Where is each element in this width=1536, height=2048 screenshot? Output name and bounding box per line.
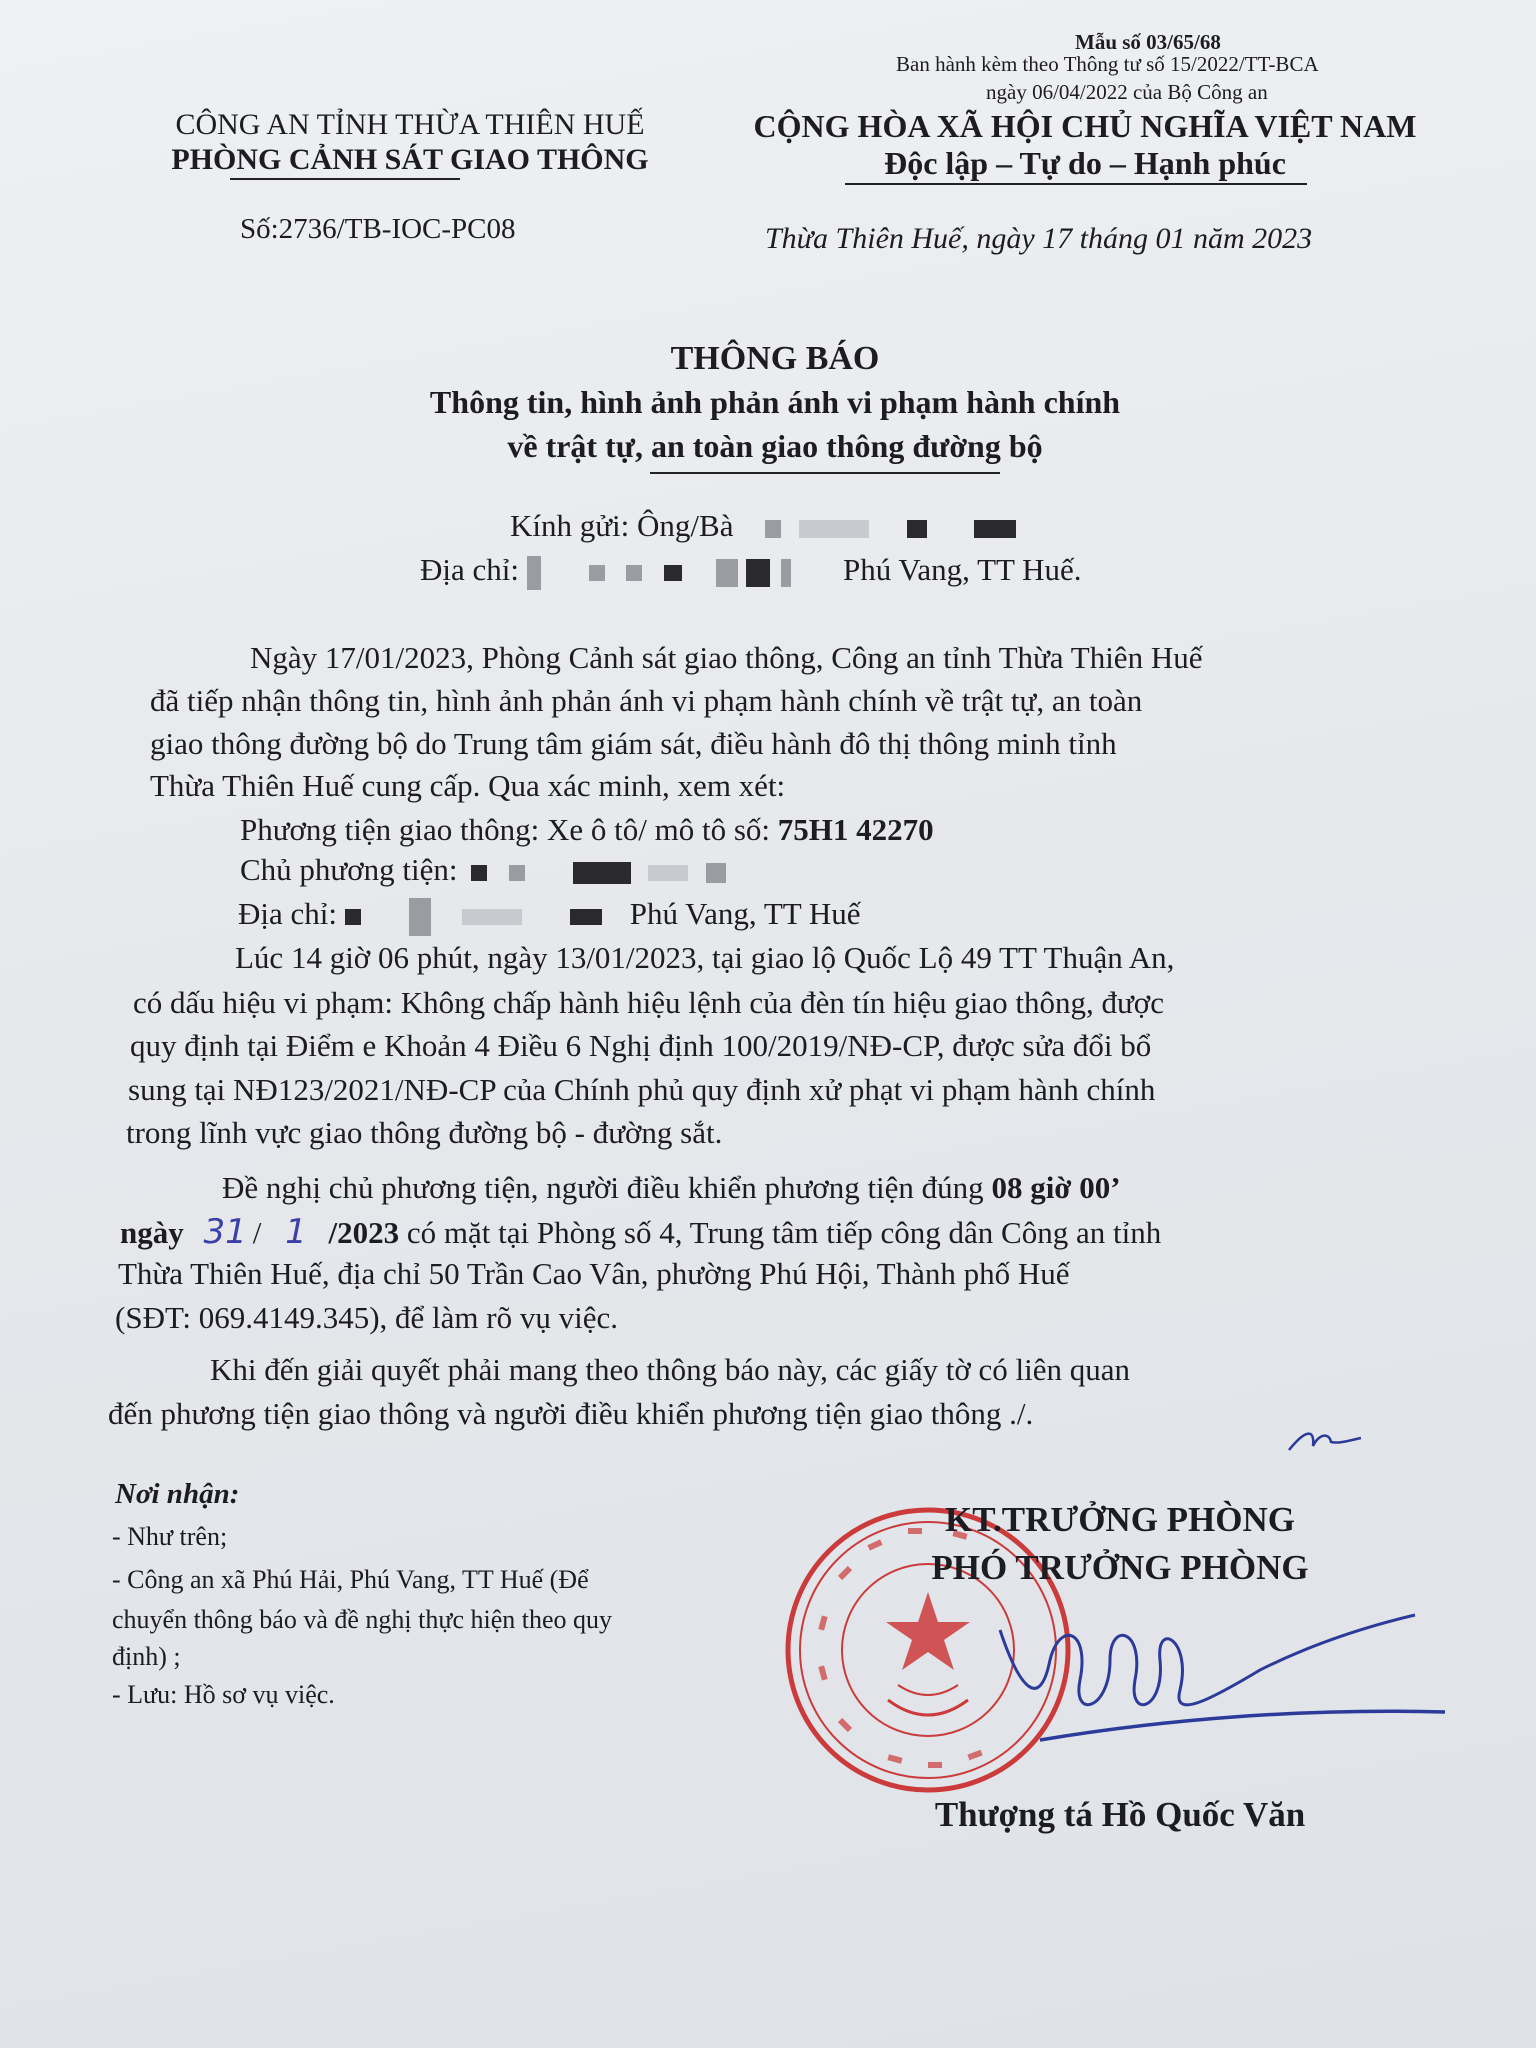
redacted-owner-address xyxy=(570,909,602,925)
handwritten-month: 1 xyxy=(285,1212,307,1252)
redacted-owner xyxy=(573,862,631,884)
document-title: THÔNG BÁO xyxy=(670,340,880,377)
redacted-owner-address xyxy=(462,909,522,925)
addressee-address xyxy=(420,552,1082,590)
appointment-time: 08 giờ 00’ xyxy=(991,1170,1121,1205)
redacted-name xyxy=(799,520,869,538)
greeting-label: Kính gửi: Ông/Bà xyxy=(510,508,734,543)
recipient-item: chuyển thông báo và đề nghị thực hiện theo quy xyxy=(112,1605,613,1634)
redacted-address xyxy=(746,559,770,587)
form-number: Mẫu số 03/65/68 xyxy=(1075,30,1221,54)
document-date: Thừa Thiên Huế, ngày 17 tháng 01 năm 2023 xyxy=(765,222,1313,255)
agency-underline xyxy=(230,178,460,180)
body-line: đến phương tiện giao thông và người điều khiển phương tiện giao thông ./. xyxy=(108,1396,1034,1431)
redacted-address xyxy=(664,565,682,581)
document-number: Số:2736/TB-IOC-PC08 xyxy=(240,213,516,245)
redacted-owner xyxy=(648,865,688,881)
appointment-request: Đề nghị chủ phương tiện, người điều khiển phương tiện đúng xyxy=(222,1170,984,1205)
form-issued-line2: ngày 06/04/2022 của Bộ Công an xyxy=(986,80,1268,104)
body-line: ngày 31 / 1 /2023 có mặt tại Phòng số 4, Trung tâm tiếp công dân Công an tỉnh xyxy=(120,1212,1162,1252)
body-line: Khi đến giải quyết phải mang theo thông báo này, các giấy tờ có liên quan xyxy=(210,1352,1131,1387)
body-line: Thừa Thiên Huế, địa chỉ 50 Trần Cao Vân, phường Phú Hội, Thành phố Huế xyxy=(118,1256,1070,1291)
owner-address-label: Địa chỉ: xyxy=(238,896,337,931)
appointment-day-label: ngày xyxy=(120,1215,184,1250)
body-line: đã tiếp nhận thông tin, hình ảnh phản ánh vi phạm hành chính về trật tự, an toàn xyxy=(150,683,1143,718)
body-line: Thừa Thiên Huế cung cấp. Qua xác minh, xem xét: xyxy=(150,768,786,803)
redacted-owner xyxy=(471,865,487,881)
body-line: Ngày 17/01/2023, Phòng Cảnh sát giao thông, Công an tỉnh Thừa Thiên Huế xyxy=(250,640,1203,675)
nation-line1: CỘNG HÒA XÃ HỘI CHỦ NGHĨA VIỆT NAM xyxy=(753,108,1417,144)
body-line: (SĐT: 069.4149.345), để làm rõ vụ việc. xyxy=(115,1300,618,1335)
address-label: Địa chỉ: xyxy=(420,552,519,587)
body-line: Lúc 14 giờ 06 phút, ngày 13/01/2023, tại giao lộ Quốc Lộ 49 TT Thuận An, xyxy=(235,940,1175,975)
recipient-item: - Lưu: Hồ sơ vụ việc. xyxy=(112,1680,335,1709)
recipient-item: - Công an xã Phú Hải, Phú Vang, TT Huế (Để xyxy=(112,1565,589,1594)
initials-mark xyxy=(1285,1420,1365,1460)
recipient-item: định) ; xyxy=(112,1642,181,1671)
nation-motto: Độc lập – Tự do – Hạnh phúc xyxy=(884,145,1286,181)
owner-line xyxy=(240,852,726,888)
body-line: trong lĩnh vực giao thông đường bộ - đường sắt. xyxy=(126,1115,723,1150)
license-plate: 75H1 42270 xyxy=(777,812,934,847)
redacted-name xyxy=(765,520,781,538)
nation-underline xyxy=(845,183,1307,185)
recipient-item: - Như trên; xyxy=(112,1522,228,1551)
redacted-owner-address xyxy=(345,909,361,925)
body-line: có dấu hiệu vi phạm: Không chấp hành hiệu lệnh của đèn tín hiệu giao thông, được xyxy=(133,985,1164,1020)
agency-line2: PHÒNG CẢNH SÁT GIAO THÔNG xyxy=(171,143,649,176)
body-line: giao thông đường bộ do Trung tâm giám sát, điều hành đô thị thông minh tỉnh xyxy=(150,726,1117,761)
signature-title-1: KT.TRƯỞNG PHÒNG xyxy=(945,1500,1295,1539)
signer-name: Thượng tá Hồ Quốc Văn xyxy=(934,1795,1306,1834)
body-line: sung tại NĐ123/2021/NĐ-CP của Chính phủ quy định xử phạt vi phạm hành chính xyxy=(128,1072,1156,1107)
redacted-owner xyxy=(706,863,726,883)
redacted-address xyxy=(781,559,791,587)
owner-address-suffix: Phú Vang, TT Huế xyxy=(629,896,861,931)
appointment-year: /2023 xyxy=(328,1215,400,1250)
body-line xyxy=(222,1170,1121,1206)
agency-line1: CÔNG AN TỈNH THỪA THIÊN HUẾ xyxy=(175,108,645,141)
redacted-address xyxy=(716,559,738,587)
addressee-greeting xyxy=(510,508,1016,544)
vehicle-line xyxy=(240,812,934,848)
handwritten-signature xyxy=(960,1600,1450,1760)
vehicle-label: Phương tiện giao thông: Xe ô tô/ mô tô số: xyxy=(240,812,771,847)
owner-address-line xyxy=(238,896,861,936)
form-issued-line1: Ban hành kèm theo Thông tư số 15/2022/TT-BCA xyxy=(896,52,1319,76)
redacted-owner xyxy=(509,865,525,881)
redacted-address xyxy=(626,565,642,581)
owner-label: Chủ phương tiện: xyxy=(240,852,458,887)
redacted-address xyxy=(527,556,541,590)
handwritten-day: 31 xyxy=(203,1212,247,1252)
appointment-place: có mặt tại Phòng số 4, Trung tâm tiếp công dân Công an tỉnh xyxy=(406,1215,1162,1250)
body-line: quy định tại Điểm e Khoản 4 Điều 6 Nghị định 100/2019/NĐ-CP, được sửa đổi bổ xyxy=(130,1028,1152,1063)
redacted-owner-address xyxy=(409,898,431,936)
title-underline xyxy=(650,472,1000,474)
redacted-name xyxy=(907,520,927,538)
document-subtitle-1: Thông tin, hình ảnh phản ánh vi phạm hành chính xyxy=(429,384,1121,420)
signature-title-2: PHÓ TRƯỞNG PHÒNG xyxy=(931,1548,1309,1587)
redacted-address xyxy=(589,565,605,581)
address-suffix: Phú Vang, TT Huế. xyxy=(843,552,1082,587)
redacted-name xyxy=(974,520,1016,538)
recipients-heading: Nơi nhận: xyxy=(115,1478,240,1510)
document-subtitle-2: về trật tự, an toàn giao thông đường bộ xyxy=(507,428,1043,464)
